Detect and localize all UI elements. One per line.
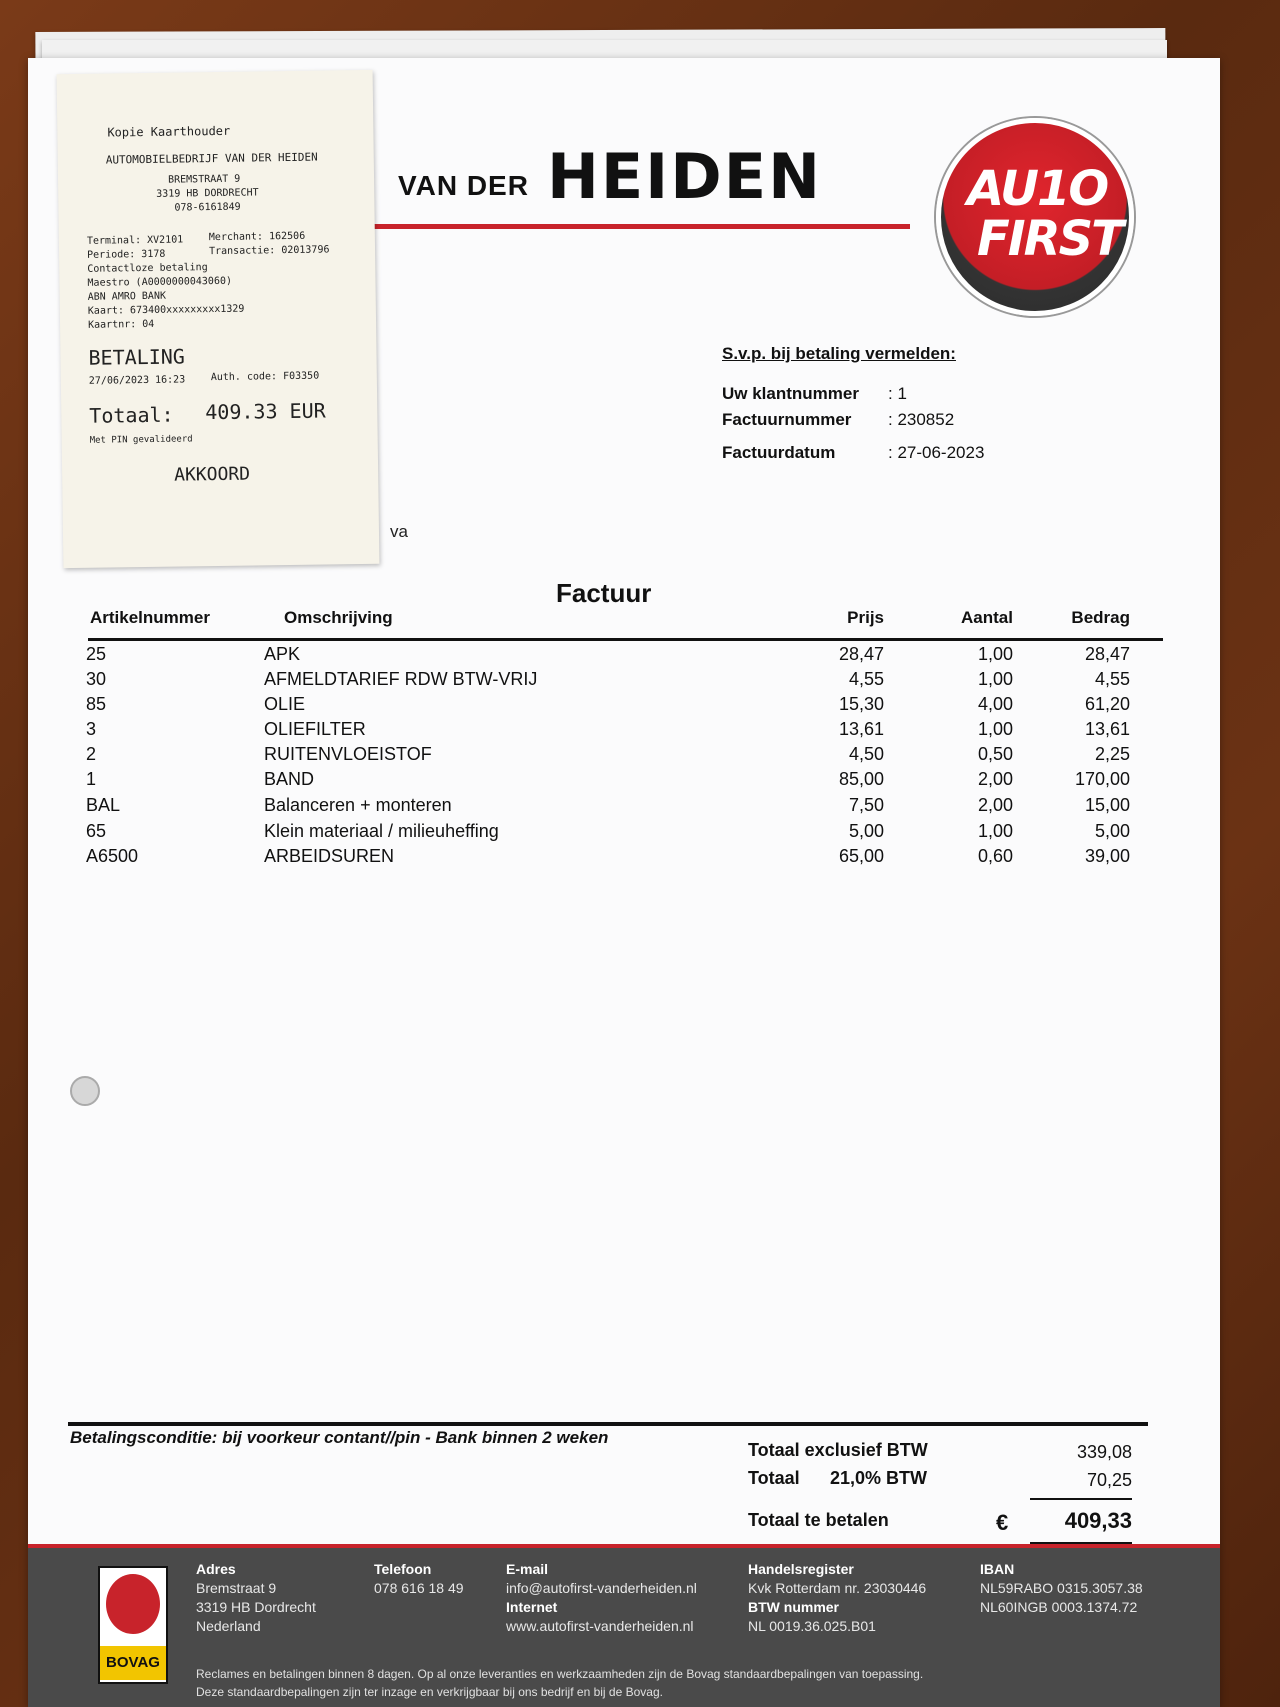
footer-heading: Internet [506, 1599, 558, 1615]
table-row [28, 795, 1220, 819]
footer-heading: BTW nummer [748, 1599, 839, 1615]
receipt-betaling: BETALING [88, 344, 186, 370]
footer-heading: E-mail [506, 1561, 549, 1577]
footer [28, 1548, 1220, 1707]
cell-bedrag: 28,47 [1084, 644, 1130, 664]
cell-bedrag: 39,00 [1084, 846, 1130, 866]
logo-line1: AU1O [967, 161, 1108, 217]
brand-small: VAN DER [398, 170, 529, 201]
table-row [28, 769, 1220, 793]
cell-bedrag: 13,61 [1084, 719, 1130, 739]
table-row [28, 669, 1220, 693]
footer-note-line: Deze standaardbepalingen zijn ter inzage en verkrijgbaar bij ons bedrijf en bij de Bovag. [196, 1685, 663, 1699]
cell-oms: BAND [264, 769, 315, 789]
footer-iban [980, 1560, 1143, 1617]
receipt-head: Kopie Kaarthouder [107, 123, 231, 140]
receipt-pin: Met PIN gevalideerd [89, 434, 193, 446]
bovag-label: BOVAG [100, 1646, 166, 1680]
footer-heading: IBAN [980, 1561, 1015, 1577]
receipt-periode: Periode: 3178 [87, 248, 166, 261]
table-row [28, 719, 1220, 743]
autofirst-logo [936, 118, 1134, 316]
cell-oms: Balanceren + monteren [264, 795, 452, 815]
receipt-phone: 078-6161849 [174, 201, 241, 214]
cell-art: 3 [86, 719, 97, 739]
logo-line2: FIRST [977, 211, 1122, 267]
total-excl-label: Totaal exclusief BTW [748, 1440, 928, 1460]
meta-value: : 230852 [888, 410, 955, 429]
brand-underline [360, 224, 910, 229]
cell-aantal: 1,00 [977, 644, 1013, 664]
receipt-street: BREMSTRAAT 9 [167, 173, 241, 186]
meta-value: : 1 [888, 384, 907, 403]
payment-note: S.v.p. bij betaling vermelden: [722, 344, 956, 363]
receipt-company: AUTOMOBIELBEDRIJF VAN DER HEIDEN [105, 150, 318, 167]
footer-text: NL60INGB 0003.1374.72 [980, 1599, 1138, 1615]
receipt-transactie: Transactie: 02013796 [208, 244, 330, 258]
footer-text: 3319 HB Dordrecht [196, 1599, 316, 1615]
cell-prijs: 15,30 [838, 694, 884, 714]
total-btw-rate: 21,0% BTW [830, 1468, 928, 1488]
currency-symbol: € [996, 1510, 1009, 1535]
totals-rule [68, 1422, 1148, 1426]
meta-label: Factuurnummer [722, 410, 852, 429]
receipt-merchant: Merchant: 162506 [208, 230, 306, 244]
cell-aantal: 2,00 [977, 769, 1013, 789]
cell-prijs: 5,00 [848, 821, 884, 841]
total-btw-value: 70,25 [1086, 1470, 1132, 1490]
punch-hole [70, 1076, 100, 1106]
cell-aantal: 4,00 [977, 694, 1013, 714]
receipt-akkoord: AKKOORD [174, 463, 251, 486]
footer-text: Kvk Rotterdam nr. 23030446 [748, 1580, 927, 1596]
cell-aantal: 2,00 [977, 795, 1013, 815]
cell-art: 30 [86, 669, 107, 689]
receipt-kaart: Kaart: 673400xxxxxxxxx1329 [87, 303, 245, 317]
footer-text: 078 616 18 49 [374, 1580, 464, 1596]
cell-art: 25 [86, 644, 107, 664]
bovag-emblem [106, 1574, 160, 1634]
receipt-auth: Auth. code: F03350 [210, 370, 320, 384]
meta-label: Uw klantnummer [722, 384, 859, 403]
receipt-bank: ABN AMRO BANK [87, 290, 167, 303]
header-prijs: Prijs [847, 608, 884, 627]
footer-telefoon [374, 1560, 464, 1598]
cell-prijs: 28,47 [838, 644, 884, 664]
receipt-maestro: Maestro (A0000000043060) [87, 275, 233, 289]
cell-bedrag: 15,00 [1084, 795, 1130, 815]
receipt-totaal-label: Totaal: [89, 402, 174, 428]
cell-oms: ARBEIDSUREN [264, 846, 395, 866]
receipt-totaal-value: 409.33 EUR [205, 398, 326, 425]
footer-handelsregister [748, 1560, 926, 1636]
cell-prijs: 13,61 [838, 719, 884, 739]
table-row [28, 846, 1220, 870]
cell-art: 65 [86, 821, 107, 841]
header-bedrag: Bedrag [1071, 608, 1130, 627]
receipt-terminal: Terminal: XV2101 [86, 234, 184, 247]
footer-text: NL59RABO 0315.3057.38 [980, 1580, 1143, 1596]
footer-adres [196, 1560, 316, 1636]
cell-oms: OLIE [264, 694, 306, 714]
header-omschrijving: Omschrijving [284, 608, 393, 627]
cell-bedrag: 2,25 [1094, 744, 1130, 764]
meta-factuurdatum [722, 443, 984, 463]
total-pay-value: 409,33 [1064, 1508, 1132, 1533]
footer-note [196, 1665, 923, 1701]
cell-art: 85 [86, 694, 107, 714]
cell-aantal: 1,00 [977, 719, 1013, 739]
cell-art: A6500 [86, 846, 139, 866]
cell-art: 1 [86, 769, 97, 789]
footer-text: Nederland [196, 1618, 261, 1634]
cell-prijs: 85,00 [838, 769, 884, 789]
receipt-city: 3319 HB DORDRECHT [156, 187, 259, 200]
cell-prijs: 7,50 [848, 795, 884, 815]
header-aantal: Aantal [961, 608, 1013, 627]
meta-klantnummer [722, 384, 907, 404]
cell-oms: RUITENVLOEISTOF [264, 744, 432, 764]
receipt-datetime: 27/06/2023 16:23 [88, 374, 186, 387]
table-row [28, 644, 1220, 668]
cell-aantal: 0,50 [977, 744, 1013, 764]
cell-aantal: 1,00 [977, 669, 1013, 689]
cell-prijs: 65,00 [838, 846, 884, 866]
total-pay-label: Totaal te betalen [748, 1510, 889, 1530]
meta-label: Factuurdatum [722, 443, 836, 462]
cell-oms: APK [264, 644, 301, 664]
cell-oms: OLIEFILTER [264, 719, 366, 739]
total-excl-value: 339,08 [1076, 1442, 1132, 1462]
footer-heading: Handelsregister [748, 1561, 854, 1577]
total-btw-label: Totaal [748, 1468, 800, 1488]
brand-wordmark [398, 128, 822, 213]
cell-aantal: 1,00 [977, 821, 1013, 841]
footer-email: info@autofirst-vanderheiden.nl [506, 1580, 697, 1596]
cell-bedrag: 4,55 [1094, 669, 1130, 689]
cell-prijs: 4,55 [848, 669, 884, 689]
partial-text: va [390, 522, 408, 541]
bovag-logo [98, 1566, 168, 1684]
cell-bedrag: 5,00 [1094, 821, 1130, 841]
cell-art: 2 [86, 744, 97, 764]
table-row [28, 744, 1220, 768]
footer-website: www.autofirst-vanderheiden.nl [506, 1618, 694, 1634]
footer-heading: Adres [196, 1561, 236, 1577]
cell-prijs: 4,50 [848, 744, 884, 764]
subtotal-rule [1030, 1498, 1132, 1500]
meta-value: : 27-06-2023 [888, 443, 985, 462]
footer-text: Bremstraat 9 [196, 1580, 277, 1596]
cell-art: BAL [86, 795, 121, 815]
receipt-contactloos: Contactloze betaling [87, 262, 208, 275]
brand-big: HEIDEN [546, 140, 822, 213]
cell-oms: Klein materiaal / milieuheffing [264, 821, 499, 841]
pin-receipt [57, 70, 380, 568]
header-rule [88, 638, 1163, 641]
table-row [28, 694, 1220, 718]
meta-factuurnummer [722, 410, 954, 430]
footer-heading: Telefoon [374, 1561, 432, 1577]
footer-contact [506, 1560, 697, 1636]
receipt-kaartnr: Kaartnr: 04 [87, 318, 155, 331]
invoice-title: Factuur [556, 578, 652, 608]
cell-bedrag: 170,00 [1074, 769, 1130, 789]
table-row [28, 821, 1220, 845]
footer-text: NL 0019.36.025.B01 [748, 1618, 876, 1634]
header-artikelnummer: Artikelnummer [90, 608, 210, 627]
cell-bedrag: 61,20 [1084, 694, 1130, 714]
payment-condition: Betalingsconditie: bij voorkeur contant//pin - Bank binnen 2 weken [70, 1428, 609, 1447]
cell-aantal: 0,60 [977, 846, 1013, 866]
cell-oms: AFMELDTARIEF RDW BTW-VRIJ [264, 669, 538, 689]
footer-note-line: Reclames en betalingen binnen 8 dagen. Op al onze leveranties en werkzaamheden zijn de Bovag standaardbepalingen van toepassing. [196, 1667, 924, 1681]
